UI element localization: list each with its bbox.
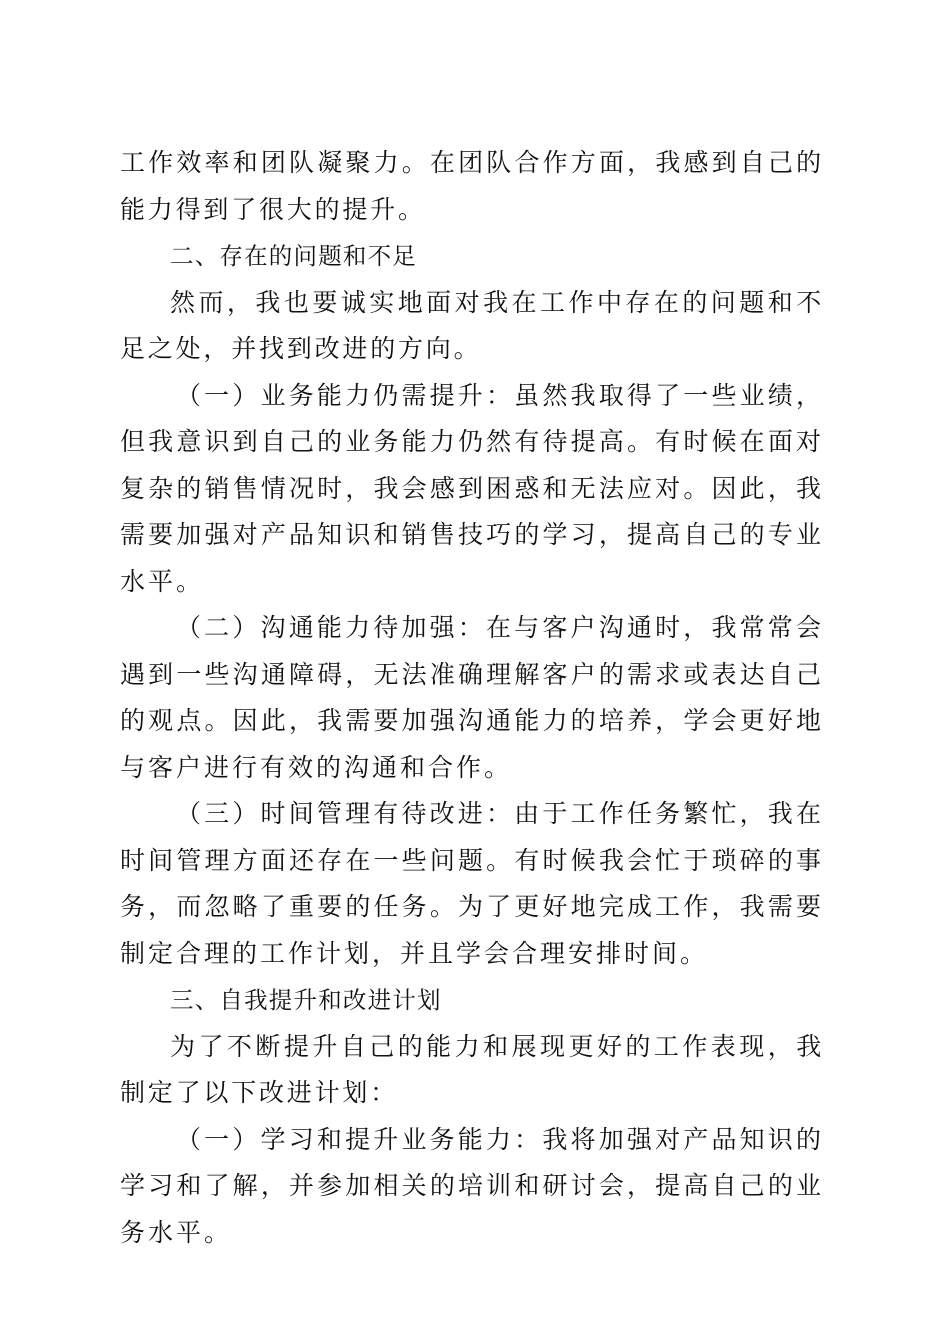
section-heading-improvement: 三、自我提升和改进计划: [170, 986, 442, 1014]
paragraph-intro-improvement: 为了不断提升自己的能力和展现更好的工作表现，我制定了以下改进计划：: [120, 1031, 824, 1107]
paragraph-intro-problems: 然而，我也要诚实地面对我在工作中存在的问题和不足之处，并找到改进的方向。: [120, 287, 824, 363]
paragraph-learning-plan: （一）学习和提升业务能力：我将加强对产品知识的学习和了解，并参加相关的培训和研讨会，提高自己的业务水平。: [120, 1124, 824, 1247]
document-page: [120, 140, 824, 1256]
paragraph-time-management: （三）时间管理有待改进：由于工作任务繁忙，我在时间管理方面还存在一些问题。有时候我会忙于琐碎的事务，而忽略了重要的任务。为了更好地完成工作，我需要制定合理的工作计划，并且学会合理安排时间。: [120, 799, 824, 968]
paragraph-continuation: 工作效率和团队凝聚力。在团队合作方面，我感到自己的能力得到了很大的提升。: [120, 148, 824, 224]
paragraph-communication: （二）沟通能力待加强：在与客户沟通时，我常常会遇到一些沟通障碍，无法准确理解客户的需求或表达自己的观点。因此，我需要加强沟通能力的培养，学会更好地与客户进行有效的沟通和合作。: [120, 613, 824, 782]
paragraph-business-ability: （一）业务能力仍需提升：虽然我取得了一些业绩，但我意识到自己的业务能力仍然有待提高。有时候在面对复杂的销售情况时，我会感到困惑和无法应对。因此，我需要加强对产品知识和销售技巧的学习，提高自己的专业水平。: [120, 380, 824, 596]
section-heading-problems: 二、存在的问题和不足: [170, 242, 417, 270]
